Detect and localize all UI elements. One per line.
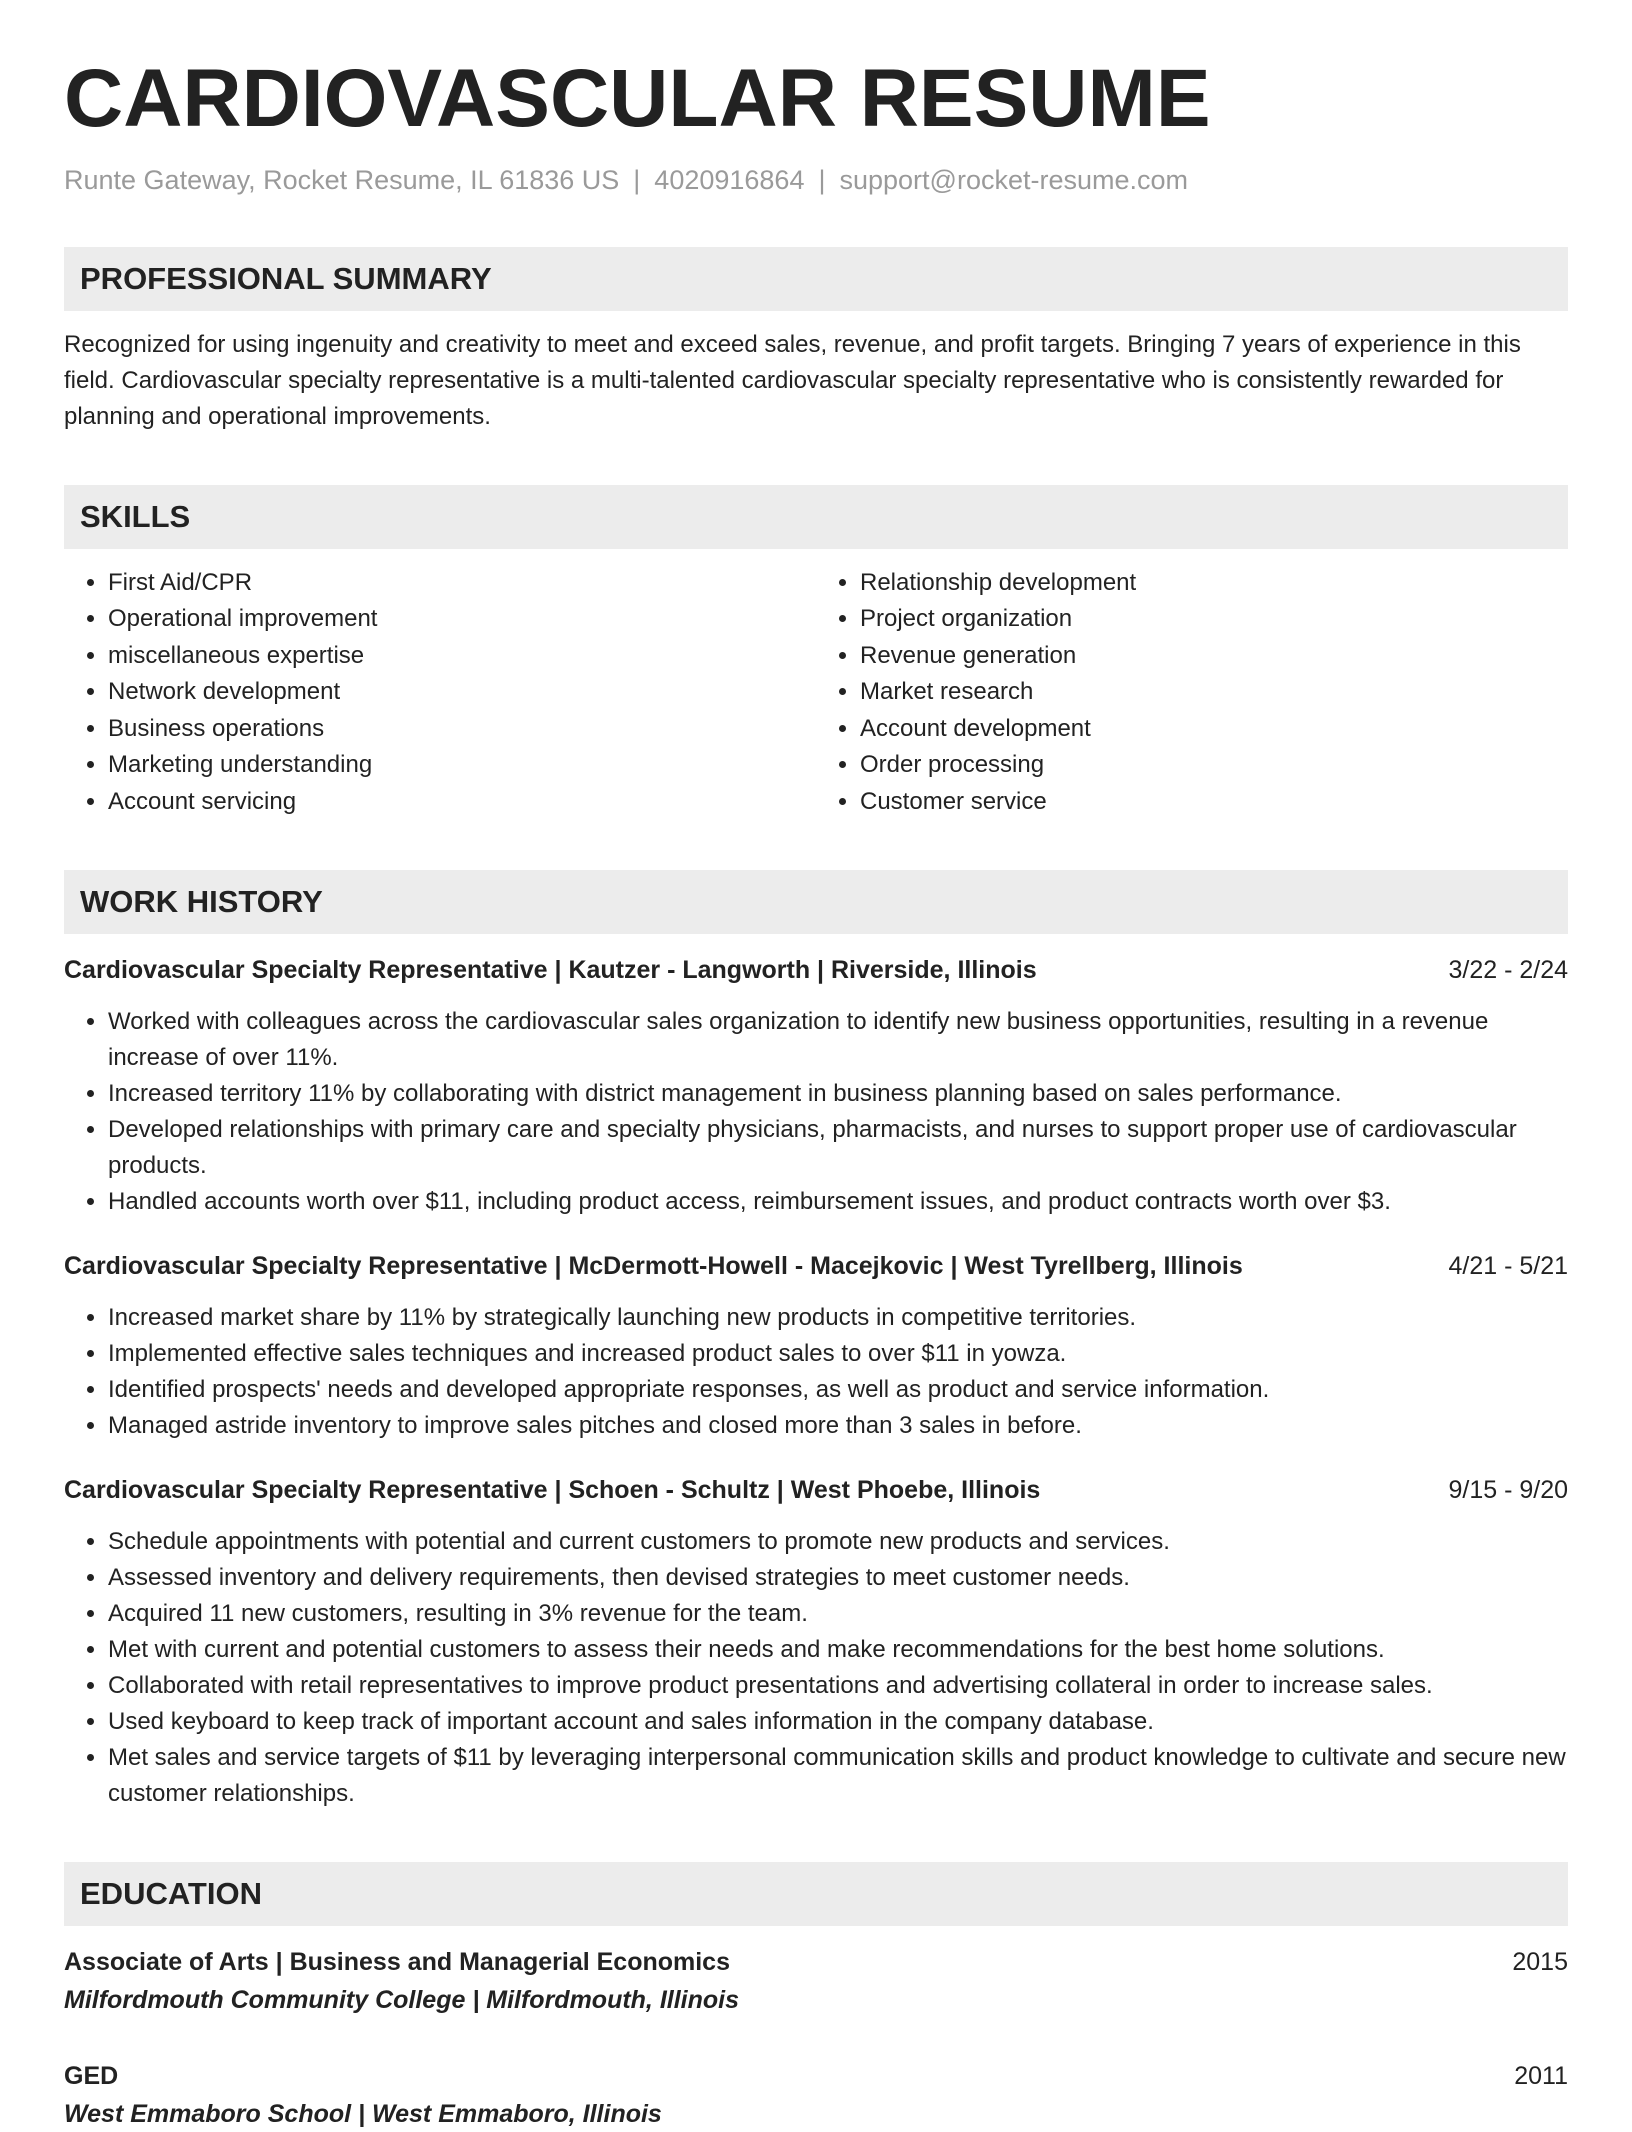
education-school: West Emmaboro School | West Emmaboro, Illinois [64, 2100, 662, 2129]
work-heading: WORK HISTORY [64, 870, 1568, 934]
skill-item: • Business operations [108, 711, 816, 748]
summary-text: Recognized for using ingenuity and creativity to meet and exceed sales, revenue, and profit targets. Bringing 7 years of experience in this field. Cardiovascular specialty representative is a multi-talented cardiovascular specialty representative who is consistently rewarded for planning and operational improvements. [64, 330, 1521, 430]
skill-item: • Account development [860, 711, 1568, 748]
job-bullet: • Handled accounts worth over $11, including product access, reimbursement issues, and product contracts worth over $3. [108, 1184, 1568, 1220]
job-entry [64, 1472, 1568, 1812]
job-bullet: • Assessed inventory and delivery requirements, then devised strategies to meet customer needs. [108, 1560, 1568, 1596]
skill-item: • Customer service [860, 784, 1568, 821]
skill-item: • Market research [860, 674, 1568, 711]
education-school: Milfordmouth Community College | Milfordmouth, Illinois [64, 1986, 739, 2015]
education-heading: EDUCATION [64, 1862, 1568, 1926]
skill-item: • Order processing [860, 747, 1568, 784]
job-bullets [64, 1004, 1568, 1220]
skill-item: • Account servicing [108, 784, 816, 821]
job-bullet: • Developed relationships with primary care and specialty physicians, pharmacists, and nurses to support proper use of cardiovascular products. [108, 1112, 1568, 1184]
education-degree: GED [64, 2062, 119, 2091]
skill-item: • First Aid/CPR [108, 565, 816, 602]
job-bullets [64, 1524, 1568, 1812]
contact-email: support@rocket-resume.com [839, 165, 1189, 196]
education-year: 2015 [1512, 1948, 1568, 1977]
job-entry [64, 952, 1568, 1220]
contact-separator: | [818, 165, 826, 196]
job-header [64, 1248, 1568, 1284]
job-title: Cardiovascular Specialty Representative | McDermott-Howell - Macejkovic | West Tyrellberg, Illinois [64, 1252, 1243, 1281]
education-degree: Associate of Arts | Business and Managerial Economics [64, 1948, 730, 1977]
job-dates: 3/22 - 2/24 [1448, 956, 1568, 985]
skill-item: • Relationship development [860, 565, 1568, 602]
job-bullet: • Used keyboard to keep track of important account and sales information in the company database. [108, 1704, 1568, 1740]
job-dates: 9/15 - 9/20 [1448, 1476, 1568, 1505]
contact-line [64, 164, 1568, 196]
education-entry [64, 1944, 1568, 2018]
job-bullet: • Collaborated with retail representatives to improve product presentations and advertising collateral in order to increase sales. [108, 1668, 1568, 1704]
skill-item: • Network development [108, 674, 816, 711]
contact-separator: | [633, 165, 641, 196]
skill-item: • Project organization [860, 601, 1568, 638]
skills-column-left [64, 565, 816, 821]
job-entry [64, 1248, 1568, 1444]
resume-title: CARDIOVASCULAR RESUME [64, 53, 1211, 144]
job-bullet: • Increased market share by 11% by strategically launching new products in competitive territories. [108, 1300, 1568, 1336]
work-history-list [64, 952, 1568, 1812]
skill-item: • Marketing understanding [108, 747, 816, 784]
education-header [64, 2058, 1568, 2094]
job-bullet: • Managed astride inventory to improve sales pitches and closed more than 3 sales in before. [108, 1408, 1568, 1444]
skill-item: • Operational improvement [108, 601, 816, 638]
summary-heading: PROFESSIONAL SUMMARY [64, 247, 1568, 311]
skill-item: • miscellaneous expertise [108, 638, 816, 675]
education-header [64, 1944, 1568, 1980]
job-bullet: • Increased territory 11% by collaborating with district management in business planning based on sales performance. [108, 1076, 1568, 1112]
education-year: 2011 [1514, 2062, 1568, 2091]
contact-phone: 4020916864 [654, 165, 805, 196]
skill-item: • Revenue generation [860, 638, 1568, 675]
job-bullets [64, 1300, 1568, 1444]
job-dates: 4/21 - 5/21 [1448, 1252, 1568, 1281]
job-bullet: • Schedule appointments with potential and current customers to promote new products and services. [108, 1524, 1568, 1560]
job-title: Cardiovascular Specialty Representative | Kautzer - Langworth | Riverside, Illinois [64, 956, 1037, 985]
job-title: Cardiovascular Specialty Representative | Schoen - Schultz | West Phoebe, Illinois [64, 1476, 1041, 1505]
job-header [64, 952, 1568, 988]
contact-address: Runte Gateway, Rocket Resume, IL 61836 US [64, 165, 620, 196]
job-bullet: • Worked with colleagues across the cardiovascular sales organization to identify new business opportunities, resulting in a revenue increase of over 11%. [108, 1004, 1568, 1076]
skills-column-right [816, 565, 1568, 821]
job-header [64, 1472, 1568, 1508]
job-bullet: • Met with current and potential customers to assess their needs and make recommendations for the best home solutions. [108, 1632, 1568, 1668]
job-bullet: • Implemented effective sales techniques and increased product sales to over $11 in yowza. [108, 1336, 1568, 1372]
education-entry [64, 2058, 1568, 2132]
job-bullet: • Met sales and service targets of $11 by leveraging interpersonal communication skills and product knowledge to cultivate and secure new customer relationships. [108, 1740, 1568, 1812]
skills-list [64, 565, 1568, 821]
job-bullet: • Identified prospects' needs and developed appropriate responses, as well as product and service information. [108, 1372, 1568, 1408]
skills-heading: SKILLS [64, 485, 1568, 549]
job-bullet: • Acquired 11 new customers, resulting in 3% revenue for the team. [108, 1596, 1568, 1632]
education-list [64, 1944, 1568, 2132]
